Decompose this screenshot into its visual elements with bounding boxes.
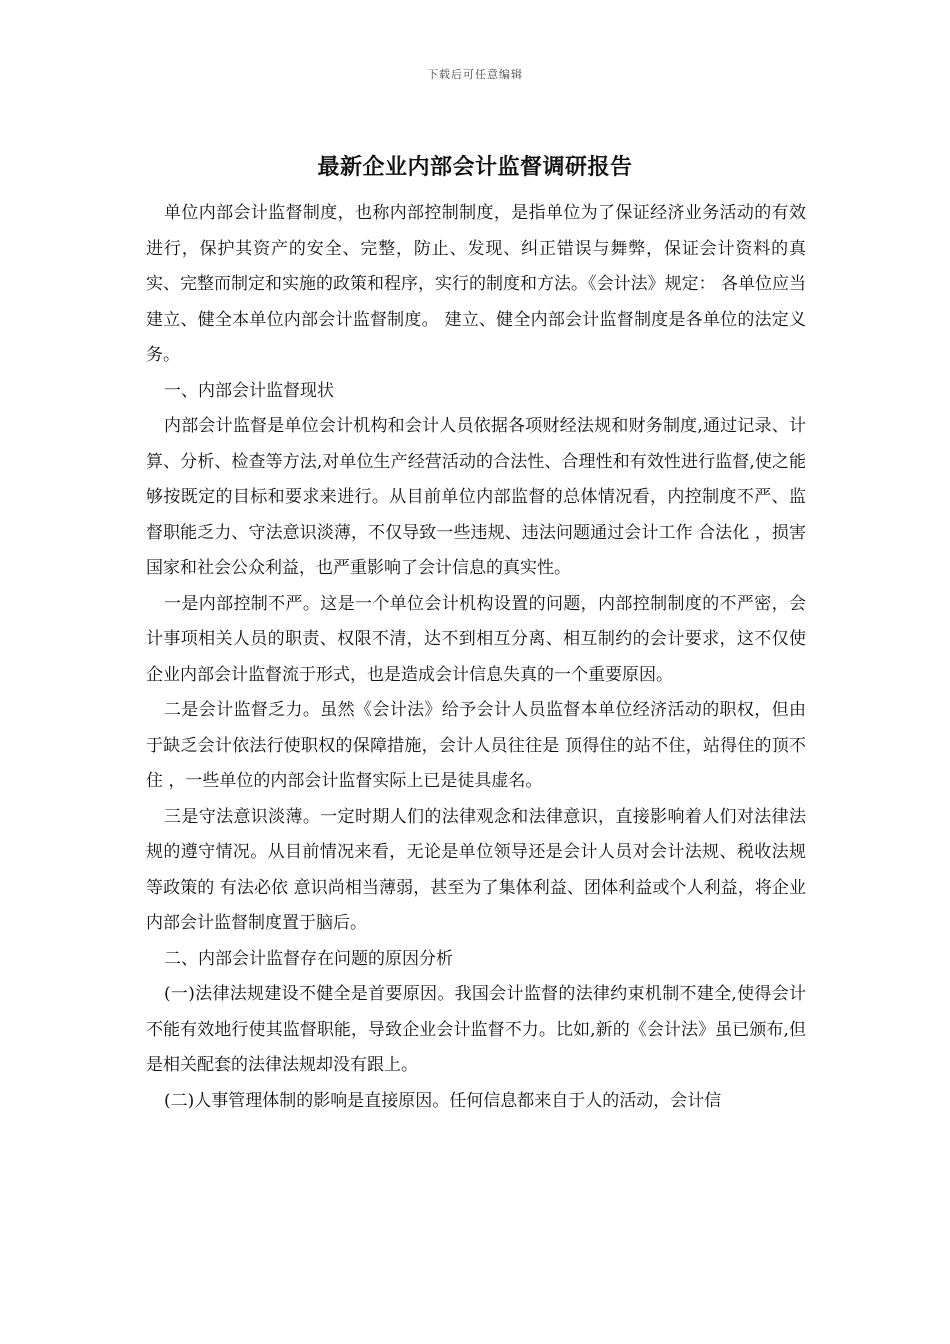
paragraph-point-1: 一是内部控制不严。这是一个单位会计机构设置的问题，内部控制制度的不严密，会计事项相关人员的职责、权限不清，达不到相互分离、相互制约的会计要求，这不仅使企业内部会计监督流于形式，也是造成会计信息失真的一个重要原因。 xyxy=(146,593,806,685)
paragraph-status: 内部会计监督是单位会计机构和会计人员依据各项财经法规和财务制度,通过记录、计算、分析、检查等方法,对单位生产经营活动的合法性、合理性和有效性进行监督,使之能够按既定的目标和要求来进行。从目前单位内部监督的总体情况看，内控制度不严、监督职能乏力、守法意识淡薄，不仅导致一些违规、违法问题通过会计工作 合法化 ，损害国家和社会公众利益，也严重影响了会计信息的真实性。 xyxy=(146,416,806,578)
header-note: 下载后可任意编辑 xyxy=(427,68,523,81)
paragraph-point-2: 二是会计监督乏力。虽然《会计法》给予会计人员监督本单位经济活动的职权，但由于缺乏会计依法行使职权的保障措施，会计人员往往是 顶得住的站不住，站得住的顶不住 ，一些单位的内部会计监督实际上已是徒具虚名。 xyxy=(146,700,806,791)
paragraph-intro: 单位内部会计监督制度，也称内部控制制度，是指单位为了保证经济业务活动的有效进行，保护其资产的安全、完整，防止、发现、纠正错误与舞弊，保证会计资料的真实、完整而制定和实施的政策和程序，实行的制度和方法。《会计法》规定： 各单位应当建立、健全本单位内部会计监督制度。 建立、健全内部会计监督制度是各单位的法定义务。 xyxy=(146,203,806,365)
document-body xyxy=(146,196,806,1119)
paragraph-cause-1: (一)法律法规建设不健全是首要原因。我国会计监督的法律约束机制不建全,使得会计不能有效地行使其监督职能，导致企业会计监督不力。比如,新的《会计法》虽已颁布,但是相关配套的法律法规却没有跟上。 xyxy=(146,984,806,1075)
paragraph-cause-2: (二)人事管理体制的影响是直接原因。任何信息都来自于人的活动，会计信 xyxy=(164,1090,722,1111)
document-title: 最新企业内部会计监督调研报告 xyxy=(317,154,633,180)
section-heading-1: 一、内部会计监督现状 xyxy=(164,380,334,401)
section-heading-2: 二、内部会计监督存在问题的原因分析 xyxy=(164,948,453,969)
paragraph-point-3: 三是守法意识淡薄。一定时期人们的法律观念和法律意识，直接影响着人们对法律法规的遵守情况。从目前情况来看，无论是单位领导还是会计人员对会计法规、税收法规等政策的 有法必依 意识尚相当薄弱，甚至为了集体利益、团体利益或个人利益，将企业内部会计监督制度置于脑后。 xyxy=(146,806,806,933)
